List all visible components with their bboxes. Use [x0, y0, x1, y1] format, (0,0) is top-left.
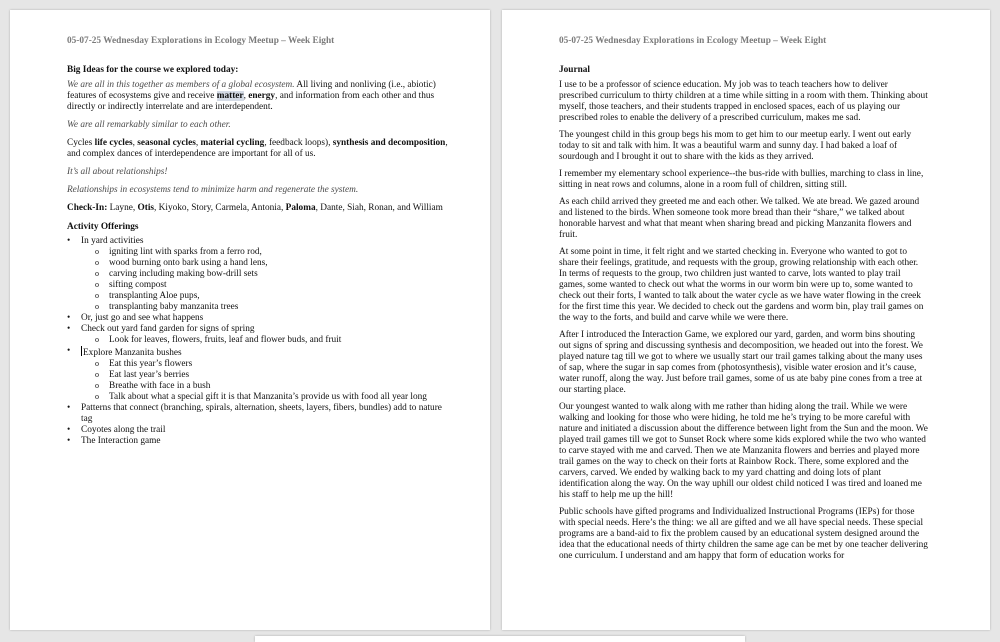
sub-list-item: o Breathe with face in a bush: [67, 381, 450, 392]
sub-list-item: o transplanting Aloe pups,: [67, 291, 450, 302]
journal-heading: Journal: [559, 65, 590, 75]
list-item: • Or, just go and see what happens: [67, 313, 450, 324]
big-idea-paragraph: We are all in this together as members of a global ecosystem. All living and nonliving (i.e., abiotic) features of ecosystems give and receive matter, energy, and information from each other and thus directly or indirectly interrelate and are interdependent.: [67, 80, 436, 112]
list-item: • Patterns that connect (branching, spirals, alternation, sheets, layers, fibers, bundles) add to nature tag: [67, 403, 450, 425]
text-cursor: [81, 346, 82, 356]
sub-list-item: o carving including making bow-drill sets: [67, 269, 450, 280]
journal-paragraph: Our youngest wanted to walk along with me rather than hiding along the trail. While we were walking and looking for those who were hiding, he told me he’s trying to be more careful with nature and initiated a discussion about the difference between light from the Sun and the moon. We played trail games till we got to Sunset Rock where some kids explored while the two who wanted to carve stayed with me and carved. Then we ate Manzanita flowers and berries and played more trail games on the way to check on their forts at Rainbow Rock. There, some explored and the carvers, carved. We ended by walking back to my yard chatting and doing lots of plant identification along the way. On the way uphill our oldest child noticed I was tired and loaned me his staff to help me up the hill!: [559, 402, 928, 500]
sub-list-item: o Talk about what a special gift it is that Manzanita’s provide us with food all year long: [67, 392, 450, 403]
big-idea-paragraph: We are all remarkably similar to each other.: [67, 120, 231, 130]
journal-paragraph: The youngest child in this group begs his mom to get him to our meetup early. I went out early today to sit and talk with him. It was a beautiful warm and sunny day. I had baked a loaf of sourdough and I brought it out to share with the kids as they arrived.: [559, 130, 912, 162]
sub-list-item: o sifting compost: [67, 280, 450, 291]
sub-list-item: o igniting lint with sparks from a ferro rod,: [67, 247, 450, 258]
sub-list-item: o Look for leaves, flowers, fruits, leaf and flower buds, and fruit: [67, 335, 450, 346]
sub-list-item: o Eat this year’s flowers: [67, 359, 450, 370]
sub-list-item: o transplanting baby manzanita trees: [67, 302, 450, 313]
journal-paragraph: I remember my elementary school experience--the bus-ride with bullies, marching to class in line, sitting in neat rows and columns, alone in a room full of children, sitting still.: [559, 169, 924, 190]
list-item[interactable]: • Explore Manzanita bushes: [67, 346, 450, 359]
next-page-edge: [255, 636, 745, 642]
big-idea-paragraph: Relationships in ecosystems tend to minimize harm and regenerate the system.: [67, 185, 359, 195]
journal-paragraph: As each child arrived they greeted me and each other. We talked. We ate bread. We gazed around and listened to the birds. When someone took more bread than their “share,” we talked about honorable harvest and what that meant when sharing bread and picking Manzanita flowers and fruit.: [559, 197, 920, 240]
journal-paragraph: After I introduced the Interaction Game, we explored our yard, garden, and worm bins shouting out signs of spring and discussing synthesis and decomposition, we headed out into the forest. We played nature tag till we got to where we usually start our trail games talking about the many uses of sap, where the sugar in sap comes from (photosynthesis), visible water erosion and it’s cause, water runoff, along the way. Just before trail games, some of us ate baby pine cones from a tree at our starting place.: [559, 330, 923, 395]
journal-paragraph: At some point in time, it felt right and we started checking in. Everyone who wanted to got to share their feelings, gratitude, and requests with the group, growing relationship with each other. In terms of requests to the group, two children just wanted to carve, lots wanted to play trail games, some wanted to check out what the worms in our worm bin were up to, some wanted to check out their forts, I wanted to talk about the water cycle as we have water flowing in the creek for the first time this year. We decided to check out the gardens and worm bin, play trail games on the way to the forts, and build and carve while we were there.: [559, 247, 924, 323]
list-item: • In yard activities: [67, 236, 450, 247]
list-item: • Coyotes along the trail: [67, 425, 450, 436]
sub-list-item: o Eat last year’s berries: [67, 370, 450, 381]
sub-list-item: o wood burning onto bark using a hand lens,: [67, 258, 450, 269]
journal-paragraph: I use to be a professor of science education. My job was to teach teachers how to deliver prescribed curriculum to thirty children at a time while sitting in a room with them. Thinking about myself, those teachers, and their students trapped in enclosed spaces, each of us playing our prescribed roles to enable the delivery of a prescribed curriculum, makes me sad.: [559, 80, 928, 123]
page-header: 05-07-25 Wednesday Explorations in Ecology Meetup – Week Eight: [559, 36, 827, 46]
list-item: • Check out yard fand garden for signs of spring: [67, 324, 450, 335]
big-idea-paragraph: Cycles life cycles, seasonal cycles, material cycling, feedback loops), synthesis and decomposition, and complex dances of interdependence are important for all of us.: [67, 138, 448, 159]
page-content: [67, 36, 450, 447]
list-item: • The Interaction game: [67, 436, 450, 447]
document-page-left: [10, 10, 490, 630]
journal-paragraph: Public schools have gifted programs and Individualized Instructional Programs (IEPs) for those with special needs. Here’s the thing: we all are gifted and we all have special needs. These special programs are a band-aid to fix the problem caused by an educational system designed around the idea that the educational needs of thirty children the same age can be met by one teacher delivering one curriculum. I understand and am happy that form of education works for: [559, 507, 928, 561]
page-content: [559, 36, 928, 568]
document-page-right: [502, 10, 990, 630]
big-idea-paragraph: It’s all about relationships!: [67, 167, 168, 177]
big-ideas-heading: Big Ideas for the course we explored today:: [67, 65, 239, 75]
activities-heading: Activity Offerings: [67, 222, 139, 232]
check-in-paragraph: Check-In: Layne, Otis, Kiyoko, Story, Carmela, Antonia, Paloma, Dante, Siah, Ronan, and William: [67, 203, 443, 213]
page-header: 05-07-25 Wednesday Explorations in Ecology Meetup – Week Eight: [67, 36, 335, 46]
